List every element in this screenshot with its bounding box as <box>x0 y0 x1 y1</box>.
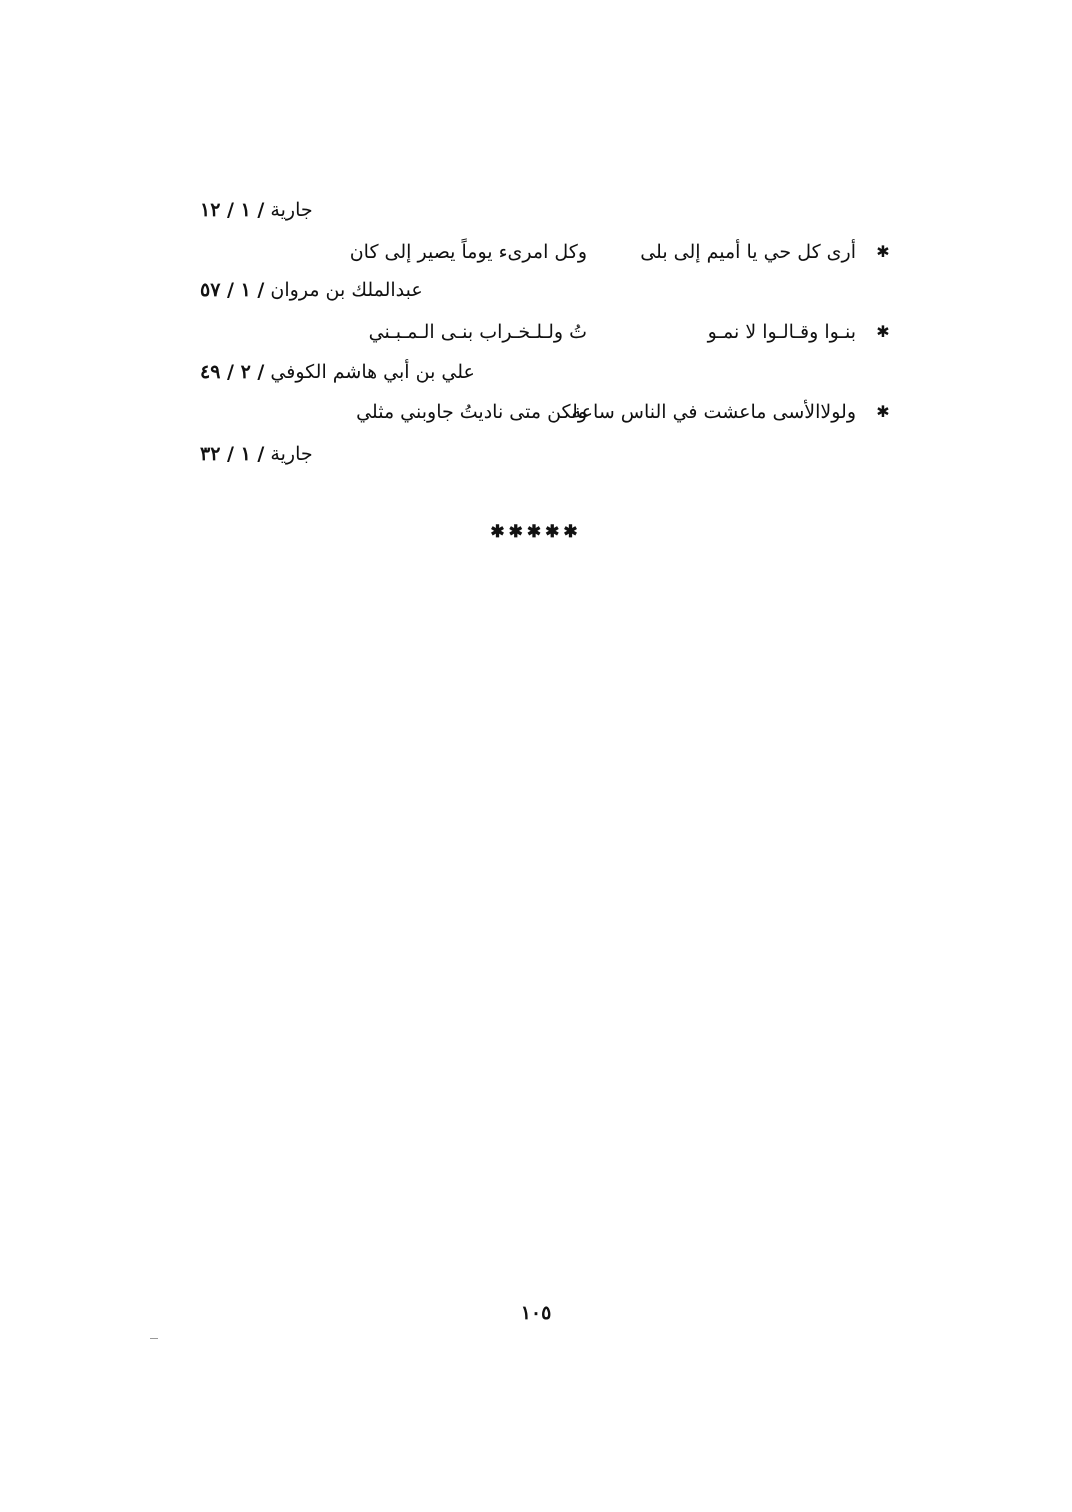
asterisk-separator: ✱✱✱✱✱ <box>490 522 582 542</box>
verse-first-hemistich: ولولاالأسى ماعشت في الناس ساعة <box>571 401 856 423</box>
attribution-line <box>200 442 313 466</box>
attribution-name: جارية <box>270 443 313 465</box>
attribution-line <box>200 198 313 222</box>
verse-second-hemistich: وكل امرىء يوماً يصير إلى كان <box>349 241 587 263</box>
attribution-name: جارية <box>270 199 313 221</box>
page-number: ١٠٥ <box>520 1302 552 1324</box>
attribution-line <box>200 278 423 302</box>
verse-first-hemistich: بنـوا وقـالـوا لا نمـو <box>707 321 856 343</box>
asterisk-bullet-icon: ✱ <box>876 402 890 421</box>
attribution-name: عبدالملك بن مروان <box>270 279 423 301</box>
attribution-reference: / ١ / ٥٧ <box>200 279 265 301</box>
asterisk-bullet-icon: ✱ <box>876 242 890 261</box>
verse-line <box>350 240 894 264</box>
verse-second-hemistich: ولكن متى ناديتُ جاوبني مثلي <box>356 401 587 423</box>
verse-line <box>356 400 894 424</box>
asterisk-bullet-icon: ✱ <box>876 322 890 341</box>
verse-line <box>369 320 894 344</box>
attribution-name: علي بن أبي هاشم الكوفي <box>270 361 475 383</box>
attribution-reference: / ١ / ١٢ <box>200 199 265 221</box>
verse-second-hemistich: تُ ولـلـخـراب بنـى الـمـبـني <box>368 321 587 343</box>
attribution-reference: / ١ / ٣٢ <box>200 443 265 465</box>
attribution-reference: / ٢ / ٤٩ <box>200 361 265 383</box>
verse-first-hemistich: أرى كل حي يا أميم إلى بلى <box>640 241 856 263</box>
attribution-line <box>200 360 475 384</box>
scan-speck <box>150 1338 158 1339</box>
